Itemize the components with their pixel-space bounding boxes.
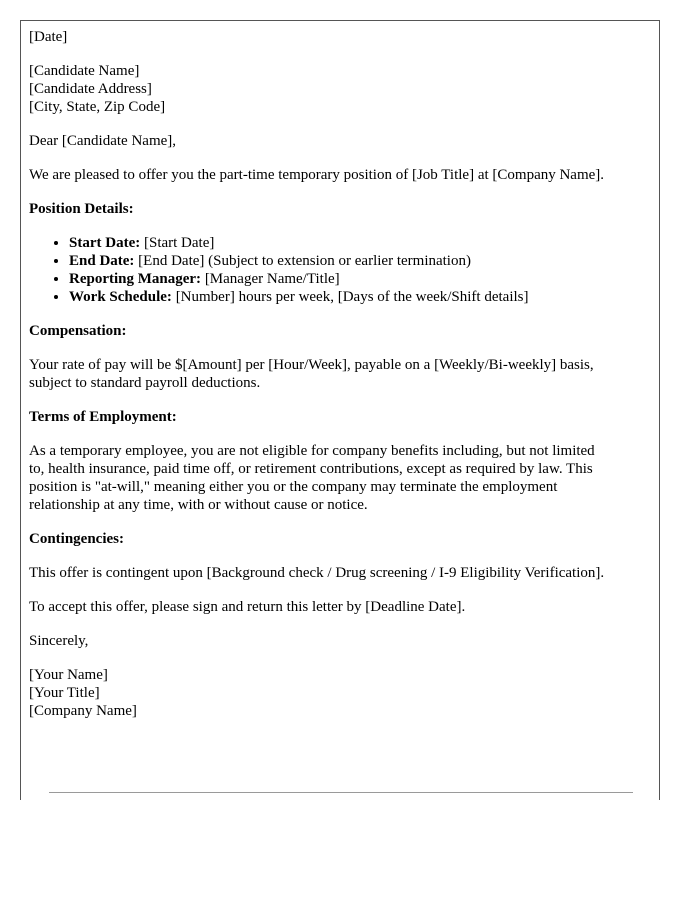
contingencies-heading: Contingencies:	[29, 531, 124, 547]
list-item-label: Work Schedule:	[69, 289, 172, 305]
letter-date: [Date]	[29, 29, 68, 45]
list-item-value: [Manager Name/Title]	[201, 271, 340, 287]
list-item	[69, 234, 613, 252]
contingencies-paragraph: This offer is contingent upon [Background check / Drug screening / I-9 Eligibility Verification].	[29, 565, 605, 581]
list-item-label: Start Date:	[69, 235, 141, 251]
terms-paragraph: As a temporary employee, you are not eligible for company benefits including, but not limited to, health insurance, paid time off, or retirement contributions, except as required by law. This position is "at-will," meaning either you or the company may terminate the employment relationship at any time, with or without cause or notice.	[29, 443, 595, 513]
recipient-city-state-zip: [City, State, Zip Code]	[29, 99, 166, 115]
compensation-paragraph: Your rate of pay will be $[Amount] per [Hour/Week], payable on a [Weekly/Bi-weekly] basis, subject to standard payroll deductions.	[29, 357, 594, 391]
position-details-list	[29, 234, 613, 306]
list-item-value: [End Date] (Subject to extension or earlier termination)	[134, 253, 471, 269]
list-item-value: [Number] hours per week, [Days of the week/Shift details]	[171, 289, 529, 305]
recipient-block	[29, 62, 613, 116]
list-item	[69, 270, 613, 288]
list-item-label: Reporting Manager:	[69, 271, 202, 287]
signature-block	[29, 666, 613, 720]
intro-paragraph: We are pleased to offer you the part-time temporary position of [Job Title] at [Company Name].	[29, 167, 605, 183]
list-item-value: [Start Date]	[140, 235, 215, 251]
horizontal-divider	[49, 792, 633, 793]
closing: Sincerely,	[29, 633, 89, 649]
compensation-heading: Compensation:	[29, 323, 127, 339]
position-details-heading: Position Details:	[29, 201, 134, 217]
signature-name: [Your Name]	[29, 667, 108, 683]
list-item	[69, 252, 613, 270]
list-item	[69, 288, 613, 306]
acceptance-paragraph: To accept this offer, please sign and return this letter by [Deadline Date].	[29, 599, 466, 615]
letter-body	[29, 28, 613, 736]
recipient-name: [Candidate Name]	[29, 63, 140, 79]
list-item-label: End Date:	[69, 253, 135, 269]
recipient-address: [Candidate Address]	[29, 81, 152, 97]
terms-heading: Terms of Employment:	[29, 409, 177, 425]
signature-title: [Your Title]	[29, 685, 100, 701]
signature-company: [Company Name]	[29, 703, 137, 719]
salutation: Dear [Candidate Name],	[29, 133, 177, 149]
